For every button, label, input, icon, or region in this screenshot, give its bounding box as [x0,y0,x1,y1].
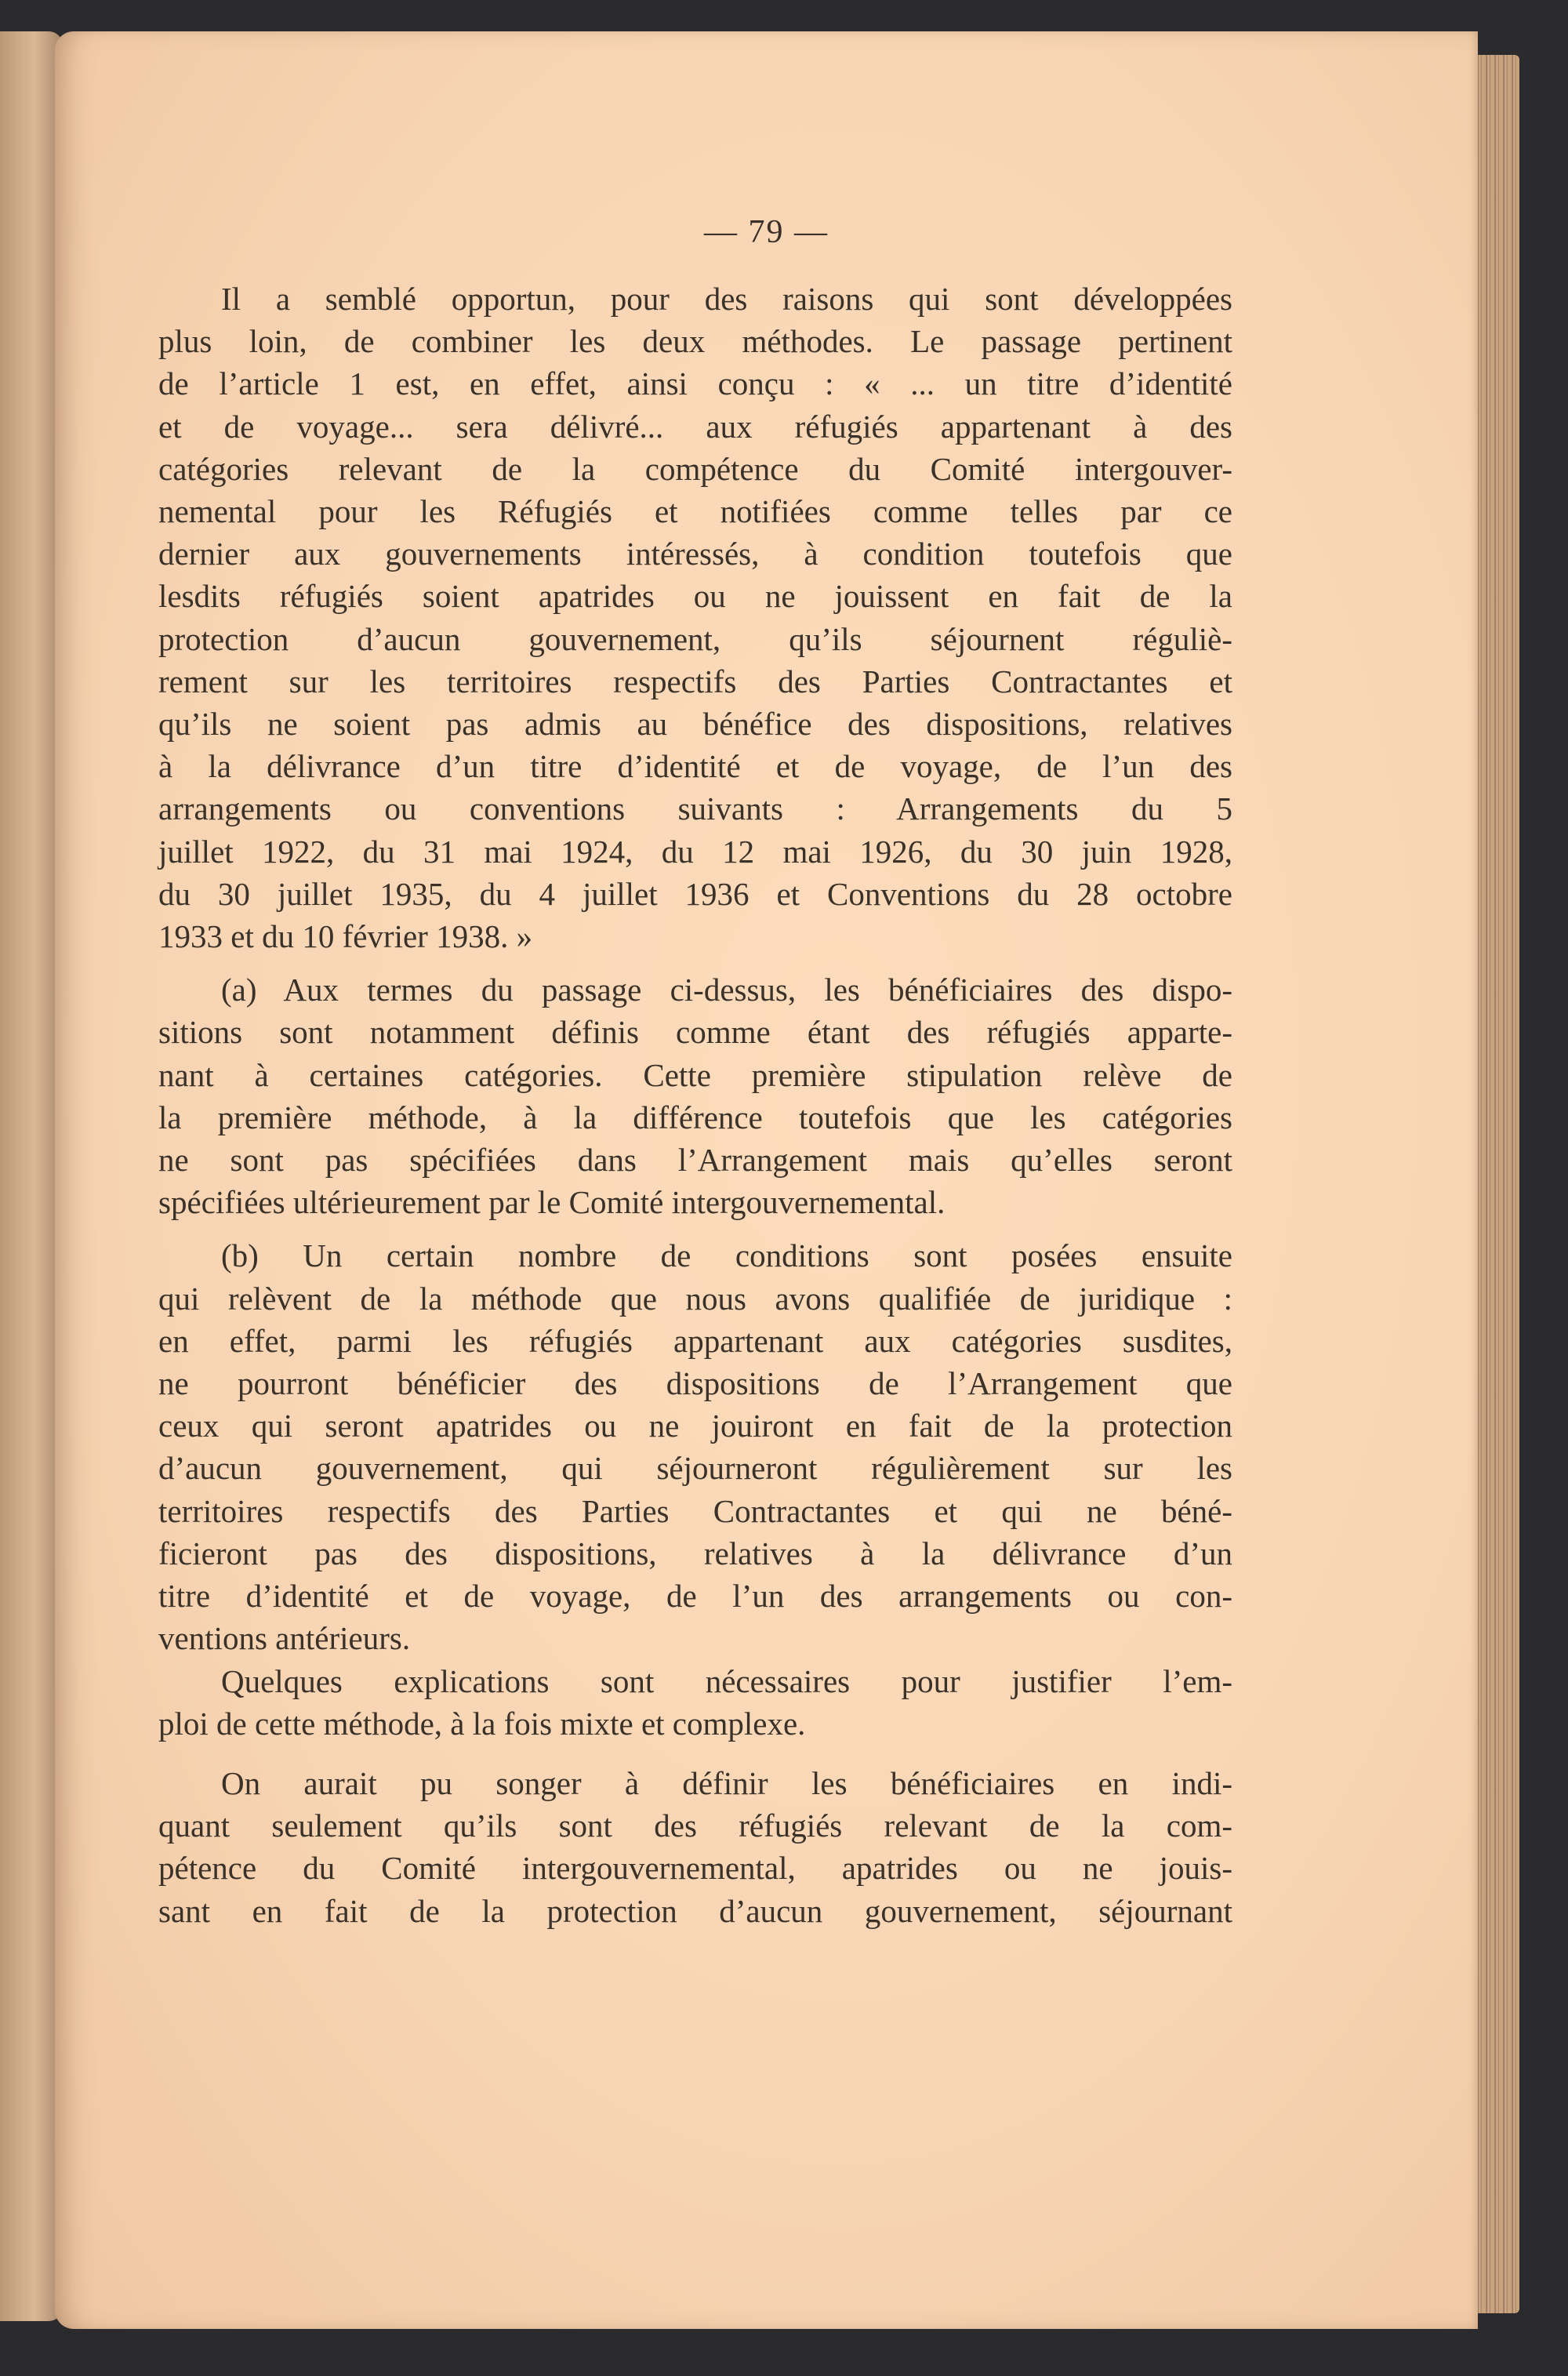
body-text [158,278,1232,1932]
text-line: la première méthode, à la différence toutefois que les catégories [158,1099,1232,1135]
text-line: du 30 juillet 1935, du 4 juillet 1936 et Conventions du 28 octobre [158,875,1232,912]
text-line: qui relèvent de la méthode que nous avons qualifiée de juridique : [158,1280,1232,1317]
text-line: qu’ils ne soient pas admis au bénéfice des dispositions, relatives [158,706,1232,743]
text-line: sant en fait de la protection d’aucun gouvernement, séjournant [158,1892,1232,1929]
text-line: d’aucun gouvernement, qui séjourneront régulièrement sur les [158,1450,1232,1487]
text-line: nant à certaines catégories. Cette première stipulation relève de [158,1056,1232,1093]
text-line: ne sont pas spécifiées dans l’Arrangement mais qu’elles seront [158,1142,1232,1179]
text-line: dernier aux gouvernements intéressés, à condition toutefois que [158,536,1232,572]
text-line: Il a semblé opportun, pour des raisons qui sont développées [221,281,1232,317]
paragraph-1 [158,278,1232,957]
text-line: catégories relevant de la compétence du Comité intergouver- [158,450,1232,487]
text-line: arrangements ou conventions suivants : Arrangements du 5 [158,790,1232,827]
paragraph-5 [158,1762,1232,1932]
text-line: (b) Un certain nombre de conditions sont posées ensuite [221,1237,1232,1274]
text-line: pétence du Comité intergouvernemental, apatrides ou ne jouis- [158,1850,1232,1887]
text-line: spécifiées ultérieurement par le Comité intergouvernemental. [158,1184,946,1221]
text-line: juillet 1922, du 31 mai 1924, du 12 mai 1926, du 30 juin 1928, [158,833,1232,870]
text-line: 1933 et du 10 février 1938. » [158,918,533,955]
text-line: quant seulement qu’ils sont des réfugiés relevant de la com- [158,1807,1232,1844]
text-line: ventions antérieurs. [158,1620,411,1657]
paragraph-3 [158,1234,1232,1659]
text-line: en effet, parmi les réfugiés appartenant aux catégories susdites, [158,1322,1232,1359]
text-line: (a) Aux termes du passage ci-dessus, les bénéficiaires des dispo- [221,972,1232,1008]
book-page [55,31,1478,2329]
page-number: — 79 — [704,214,829,250]
text-line: ne pourront bénéficier des dispositions de l’Arrangement que [158,1365,1232,1402]
text-line: de l’article 1 est, en effet, ainsi conçu : « ... un titre d’identité [158,365,1232,402]
text-line: ceux qui seront apatrides ou ne jouiront en fait de la protection [158,1408,1232,1444]
text-line: rement sur les territoires respectifs des Parties Contractantes et [158,663,1232,699]
text-line: et de voyage... sera délivré... aux réfugiés appartenant à des [158,408,1232,445]
text-line: territoires respectifs des Parties Contractantes et qui ne béné- [158,1492,1232,1529]
text-line: protection d’aucun gouvernement, qu’ils séjournent réguliè- [158,620,1232,657]
text-line: plus loin, de combiner les deux méthodes. Le passage pertinent [158,323,1232,360]
text-line: sitions sont notamment définis comme étant des réfugiés apparte- [158,1014,1232,1051]
paragraph-2 [158,968,1232,1223]
previous-page-edge [0,31,63,2321]
text-line: lesdits réfugiés soient apatrides ou ne jouissent en fait de la [158,578,1232,615]
text-line: Quelques explications sont nécessaires pour justifier l’em- [221,1662,1232,1699]
text-line: On aurait pu songer à définir les bénéficiaires en indi- [221,1764,1232,1801]
paragraph-4 [158,1660,1232,1745]
text-line: à la délivrance d’un titre d’identité et de voyage, de l’un des [158,748,1232,785]
text-line: titre d’identité et de voyage, de l’un des arrangements ou con- [158,1578,1232,1615]
text-line: ploi de cette méthode, à la fois mixte et complexe. [158,1705,806,1742]
text-line: ficieront pas des dispositions, relatives à la délivrance d’un [158,1535,1232,1571]
text-line: nemental pour les Réfugiés et notifiées comme telles par ce [158,493,1232,530]
